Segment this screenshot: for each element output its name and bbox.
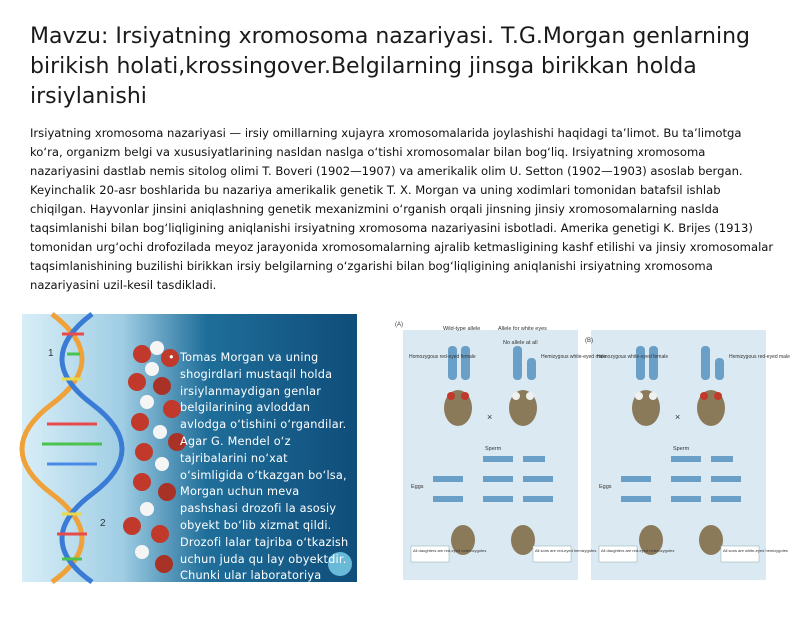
a-sperm-label: Sperm [485, 446, 502, 452]
dna-rungs [42, 334, 102, 559]
svg-text:×: × [675, 412, 681, 422]
label-1: 1 [48, 348, 54, 359]
panel-a-label: (A) [395, 322, 403, 328]
a-daughters-label: All daughters are red-eyed heterozygotes [413, 548, 487, 553]
bullet-icon: • [168, 351, 175, 364]
svg-text:×: × [487, 412, 493, 422]
a-female-label: Homozygous red-eyed female [409, 354, 476, 360]
fly-a-son [511, 525, 535, 555]
panel-b-label: (B) [585, 338, 593, 344]
b-daughters-label: All daughters are red-eyed heterozygotes [601, 548, 675, 553]
label-2: 2 [100, 518, 106, 529]
body-paragraph: Irsiyatning xromosoma nazariyasi — irsiy omillarning xujayra xromosomalarida joylashishi haqidagi ta’limot. Bu ta’limotga ko‘ra, organizm belgi va xususiyatlarining nasldan naslga o‘tishi xromosomalar bilan bog‘liq. Irsiyatning xromosoma nazariyasini dastlab nemis sitolog olimi T. Boveri (1902—1907) va amerikalik olim U. Setton (1902—1903) asoslab bergan. Keyinchalik 20-asr boshlarida bu nazariya amerikalik genetik T. X. Morgan va uning xodimlari tomonidan batafsil ishlab chiqilgan. Hayvonlar jinsini aniqlashning genetik mexanizmini o‘rganish orqali jinsning jinsiy xromosomalarning naslda taqsimlanishi bilan bog‘liqligining aniqlanishi irsiyatning xromosoma nazariyasini isbotladi. Amerika genetigi K. Brijes (1913) tomonidan urg‘ochi drofozilada meyoz jarayonida xromosomalarning ajralib ketmasligining kashf etilishi va jinsiy xromosomalar taqsimlanishining buzilishi birikkan irsiy belgilarning o‘zgarishi bilan bog‘liqligining aniqlanishi irsiyatning xromosoma nazariyasini uzil-kesil tasdikladi. [30, 126, 774, 292]
a-sons-label: All sons are red-eyed hemizygotes [535, 548, 597, 553]
dna-caption [168, 350, 350, 619]
white-allele-label: Allele for white eyes [498, 326, 547, 332]
slide-title: Mavzu: Irsiyatning xromosoma nazariyasi. T.G.Morgan genlarning birikish holati,krossingover.Belgilarning jinsga birikkan holda irsiylanishi [30, 24, 751, 109]
a-eggs-label: Eggs [411, 484, 424, 490]
no-allele-label: No allele at all [503, 340, 538, 346]
genetics-diagram [393, 318, 790, 580]
b-female-label: Homozygous white-eyed female [597, 354, 669, 360]
b-eggs-label: Eggs [599, 484, 612, 490]
b-sons-label: All sons are white-eyed hemizygotes [723, 548, 788, 553]
wild-type-label: Wild-type allele [443, 326, 481, 332]
chromatin-beads [123, 341, 186, 573]
b-male-label: Hemizygous red-eyed male [729, 354, 790, 360]
dna-caption-text: Tomas Morgan va uning shogirdlari mustaqil holda irsiylanmaydigan genlar belgilarining avloddan avlodga o‘tishini o‘rgandilar. Agar G. Mendel o‘z tajribalarini no‘xat o‘simligida o‘tkazgan bo‘lsa, Morgan uchun meva pashshasi drozofi la asosiy obyekt bo‘lib xizmat qildi. Drozofi lalar tajriba o‘tkazish uchun juda qu lay obyektdir. Chunki ular laboratoriya sharoitida tez ko‘payadi, xromosomalar soni 8 ga [180, 351, 349, 616]
a-male-label: Hemizygous white-eyed male [541, 354, 607, 360]
b-sperm-label: Sperm [673, 446, 690, 452]
panel-a-bg [403, 330, 578, 580]
fly-b-son [699, 525, 723, 555]
panel-b-bg [591, 330, 766, 580]
